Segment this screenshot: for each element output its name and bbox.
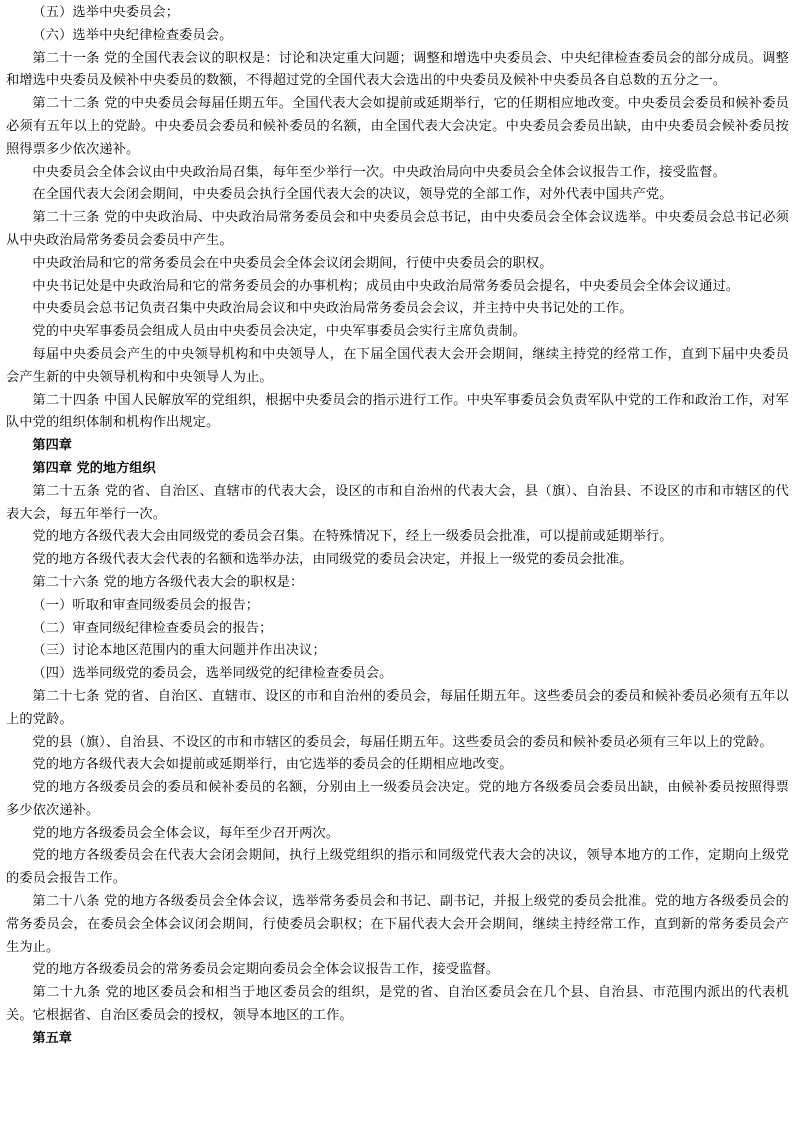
paragraph: 每届中央委员会产生的中央领导机构和中央领导人，在下届全国代表大会开会期间，继续主持党的经常工作，直到下届中央委员会产生新的中央领导机构和中央领导人为止。 (6, 346, 789, 385)
paragraph: 第二十七条 党的省、自治区、直辖市、设区的市和自治州的委员会，每届任期五年。这些委员会的委员和候补委员必须有五年以上的党龄。 (6, 688, 789, 727)
paragraph: 党的地方各级代表大会代表的名额和选举办法，由同级党的委员会决定，并报上一级党的委员会批准。 (32, 552, 633, 568)
paragraph: 第二十四条 中国人民解放军的党组织，根据中央委员会的指示进行工作。中央军事委员会负责军队中党的工作和政治工作，对军队中党的组织体制和机构作出规定。 (6, 392, 789, 431)
paragraph: （六）选举中央纪律检查委员会。 (32, 27, 233, 43)
paragraph: （五）选举中央委员会； (32, 5, 180, 20)
paragraph: 党的地方各级委员会全体会议，每年至少召开两次。 (32, 825, 340, 841)
paragraph: 第二十三条 党的中央政治局、中央政治局常务委员会和中央委员会总书记，由中央委员会全体会议选举。中央委员会总书记必须从中央政治局常务委员会委员中产生。 (6, 210, 789, 248)
paragraph: 党的中央军事委员会组成人员由中央委员会决定，中央军事委员会实行主席负责制。 (32, 324, 526, 340)
paragraph: 党的地方各级委员会的委员和候补委员的名额，分别由上一级委员会决定。党的地方各级委员会委员出缺，由候补委员按照得票多少依次递补。 (6, 780, 789, 818)
list-item: （一）听取和审查同级委员会的报告； (32, 597, 260, 613)
paragraph: 党的地方各级代表大会如提前或延期举行，由它选举的委员会的任期相应地改变。 (32, 757, 513, 773)
paragraph: 在全国代表大会闭会期间，中央委员会执行全国代表大会的决议，领导党的全部工作，对外代表中国共产党。 (32, 187, 673, 203)
list-item: （四）选举同级党的委员会，选举同级党的纪律检查委员会。 (32, 666, 393, 682)
paragraph: 中央政治局和它的常务委员会在中央委员会全体会议闭会期间，行使中央委员会的职权。 (32, 255, 553, 271)
list-item: （二）审查同级纪律检查委员会的报告； (32, 620, 273, 636)
chapter-heading: 第四章 党的地方组织 (32, 460, 156, 476)
paragraph: 中央书记处是中央政治局和它的常务委员会的办事机构；成员由中央政治局常务委员会提名，中央委员会全体会议通过。 (32, 278, 740, 294)
chapter-heading: 第四章 (32, 438, 72, 454)
paragraph: 党的县（旗）、自治县、不设区的市和市辖区的委员会，每届任期五年。这些委员会的委员和候补委员必须有三年以上的党龄。 (32, 734, 773, 750)
paragraph: 党的地方各级代表大会由同级党的委员会召集。在特殊情况下，经上一级委员会批准，可以提前或延期举行。 (32, 529, 673, 545)
list-item: （三）讨论本地区范围内的重大问题并作出决议； (32, 643, 326, 659)
paragraph: 党的地方各级委员会的常务委员会定期向委员会全体会议报告工作，接受监督。 (32, 962, 500, 978)
paragraph: 党的地方各级委员会在代表大会闭会期间，执行上级党组织的指示和同级党代表大会的决议，领导本地方的工作，定期向上级党的委员会报告工作。 (6, 848, 789, 887)
paragraph: 第二十二条 党的中央委员会每届任期五年。全国代表大会如提前或延期举行，它的任期相应地改变。中央委员会委员和候补委员必须有五年以上的党龄。中央委员会委员和候补委员的名额，由全国代表大会决定。中央委员会委员出缺，由中央委员会候补委员按照得票多少依次递补。 (6, 96, 789, 157)
paragraph: 第二十八条 党的地方各级委员会全体会议，选举常务委员会和书记、副书记，并报上级党的委员会批准。党的地方各级委员会的常务委员会，在委员会全体会议闭会期间，行使委员会职权；在下届代表大会开会期间，继续主持经常工作，直到新的常务委员会产生为止。 (6, 894, 789, 955)
paragraph: 第二十一条 党的全国代表会议的职权是：讨论和决定重大问题；调整和增选中央委员会、中央纪律检查委员会的部分成员。调整和增选中央委员及候补中央委员的数额，不得超过党的全国代表大会选出的中央委员及候补中央委员各自总数的五分之一。 (6, 50, 789, 89)
paragraph: 第二十五条 党的省、自治区、直辖市的代表大会，设区的市和自治州的代表大会，县（旗）、自治县、不设区的市和市辖区的代表大会，每五年举行一次。 (6, 483, 789, 522)
chapter-heading: 第五章 (32, 1030, 72, 1046)
paragraph: 中央委员会全体会议由中央政治局召集，每年至少举行一次。中央政治局向中央委员会全体会议报告工作，接受监督。 (32, 164, 726, 180)
paragraph: 第二十九条 党的地区委员会和相当于地区委员会的组织，是党的省、自治区委员会在几个县、自治县、市范围内派出的代表机关。它根据省、自治区委员会的授权，领导本地区的工作。 (6, 985, 789, 1024)
paragraph: 中央委员会总书记负责召集中央政治局会议和中央政治局常务委员会会议，并主持中央书记处的工作。 (32, 301, 633, 317)
paragraph: 第二十六条 党的地方各级代表大会的职权是： (32, 574, 304, 590)
